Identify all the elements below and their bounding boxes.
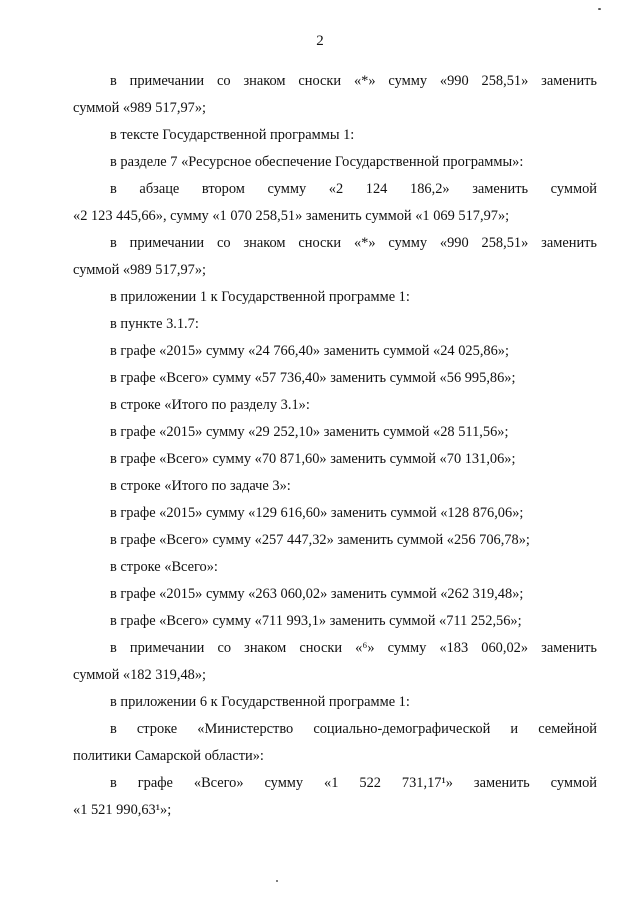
text-line: в тексте Государственной программы 1: [110,127,355,143]
text-line: в приложении 6 к Государственной программе 1: [110,694,410,710]
text-line: в строке «Министерство социально-демографической и семейной [110,721,597,737]
page-number: 2 [316,33,324,49]
text-line: в примечании со знаком сноски «⁶» сумму «183 060,02» заменить [110,640,597,656]
text-line: в графе «Всего» сумму «57 736,40» заменить суммой «56 995,86»; [110,370,516,386]
text-line: «2 123 445,66», сумму «1 070 258,51» заменить суммой «1 069 517,97»; [73,208,510,224]
text-line: политики Самарской области»: [73,748,264,764]
text-line: в графе «2015» сумму «29 252,10» заменить суммой «28 511,56»; [110,424,509,440]
text-line: в строке «Итого по разделу 3.1»: [110,397,310,413]
text-line: суммой «989 517,97»; [73,100,207,116]
text-line: суммой «182 319,48»; [73,667,207,683]
text-line: «1 521 990,63¹»; [73,802,172,818]
text-line: в графе «Всего» сумму «1 522 731,17¹» заменить суммой [110,775,597,791]
text-line: в графе «Всего» сумму «257 447,32» заменить суммой «256 706,78»; [110,532,530,548]
text-line: в графе «Всего» сумму «711 993,1» заменить суммой «711 252,56»; [110,613,522,629]
text-line: суммой «989 517,97»; [73,262,207,278]
text-line: в графе «2015» сумму «129 616,60» заменить суммой «128 876,06»; [110,505,524,521]
text-line: в разделе 7 «Ресурсное обеспечение Государственной программы»: [110,154,524,170]
text-line: в приложении 1 к Государственной программе 1: [110,289,410,305]
text-line: в пункте 3.1.7: [110,316,199,332]
text-line: в абзаце втором сумму «2 124 186,2» заменить суммой [110,181,597,197]
text-line: в строке «Итого по задаче 3»: [110,478,291,494]
text-line: в примечании со знаком сноски «*» сумму «990 258,51» заменить [110,73,597,89]
text-line: в строке «Всего»: [110,559,218,575]
text-line: в графе «Всего» сумму «70 871,60» заменить суммой «70 131,06»; [110,451,516,467]
scan-speck [598,8,601,10]
text-line: в примечании со знаком сноски «*» сумму «990 258,51» заменить [110,235,597,251]
text-line: в графе «2015» сумму «24 766,40» заменить суммой «24 025,86»; [110,343,509,359]
scan-speck [276,880,278,882]
text-line: в графе «2015» сумму «263 060,02» заменить суммой «262 319,48»; [110,586,524,602]
